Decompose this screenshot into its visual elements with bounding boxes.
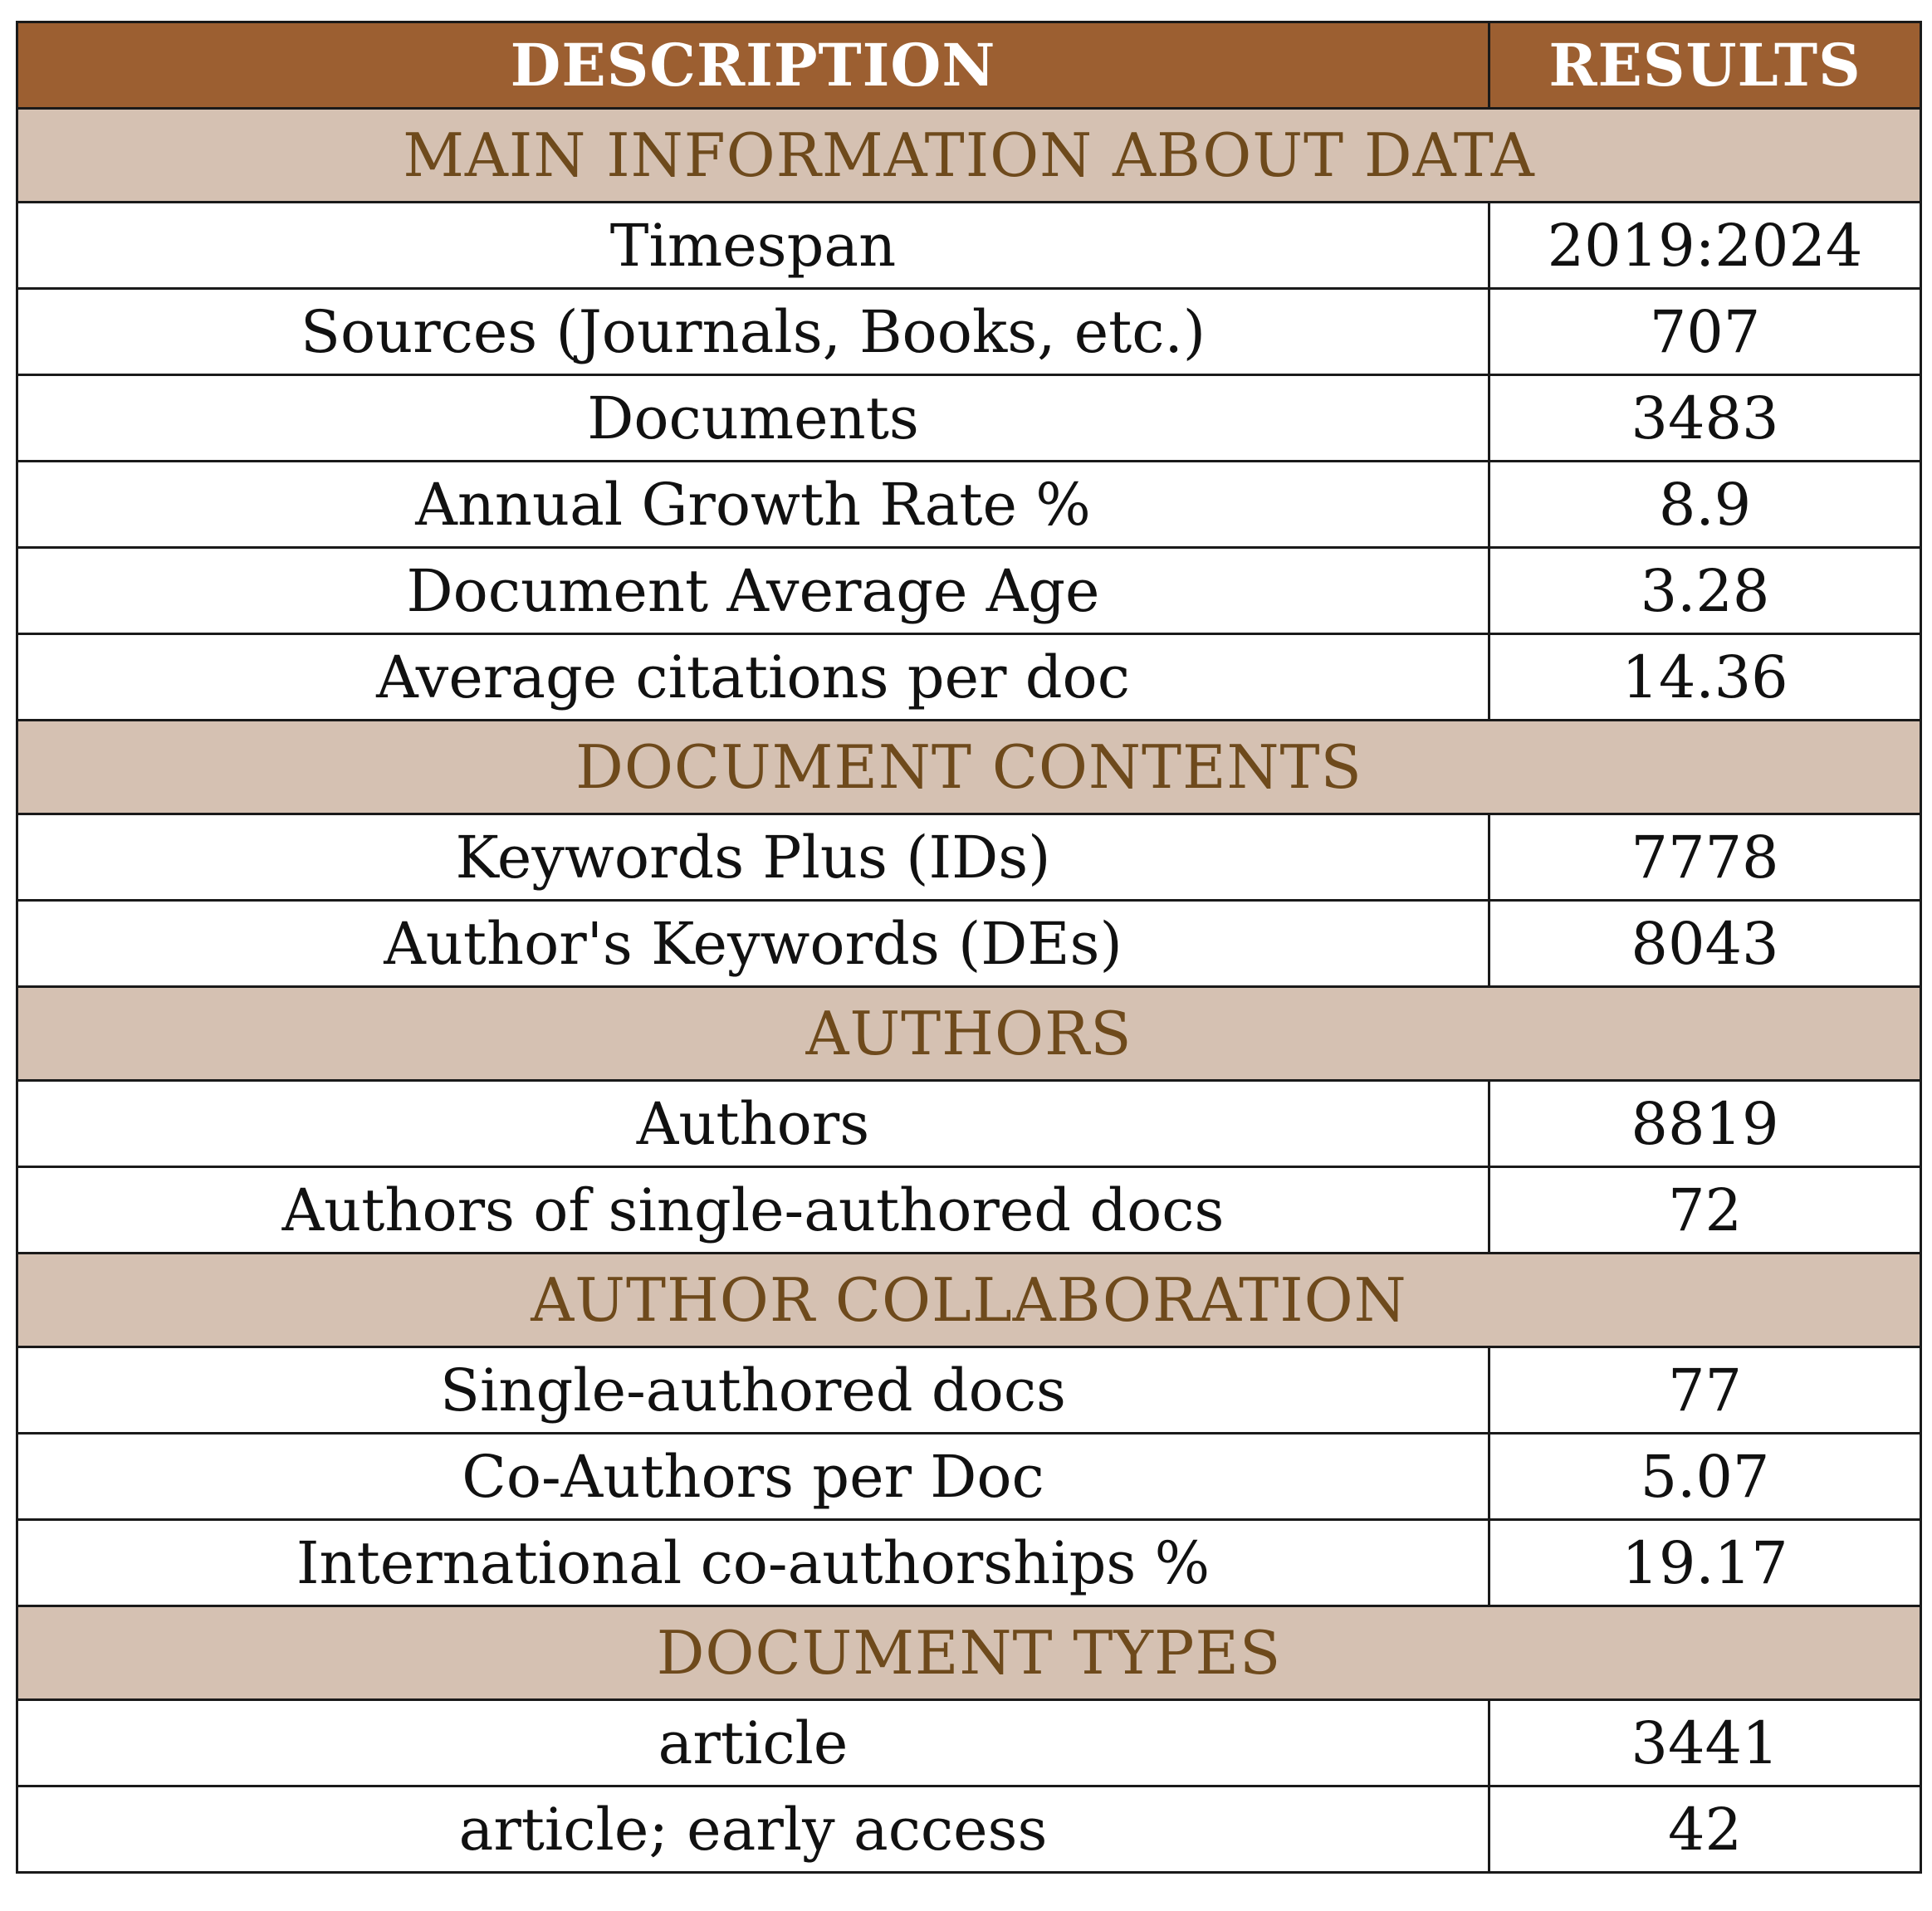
main-information-table [16,21,1922,1874]
result-cell: 8043 [1489,901,1921,987]
table-row [17,1434,1921,1520]
result-cell: 8819 [1489,1081,1921,1167]
table-row [17,375,1921,462]
section-header-row [17,987,1921,1081]
table-row [17,1167,1921,1254]
table-row [17,289,1921,375]
section-title: MAIN INFORMATION ABOUT DATA [17,109,1921,203]
header-row [17,22,1921,109]
description-cell: Keywords Plus (IDs) [17,814,1489,901]
table-row [17,1786,1921,1873]
description-cell: article; early access [17,1786,1489,1873]
result-cell: 3.28 [1489,548,1921,634]
table-row [17,1347,1921,1434]
description-cell: Document Average Age [17,548,1489,634]
result-cell: 7778 [1489,814,1921,901]
result-cell: 42 [1489,1786,1921,1873]
description-cell: Co-Authors per Doc [17,1434,1489,1520]
table-row [17,1081,1921,1167]
table-row [17,462,1921,548]
section-title: AUTHORS [17,987,1921,1081]
description-cell: Author's Keywords (DEs) [17,901,1489,987]
result-cell: 707 [1489,289,1921,375]
result-cell: 5.07 [1489,1434,1921,1520]
results-column-header: RESULTS [1489,22,1921,109]
result-cell: 2019:2024 [1489,203,1921,289]
result-cell: 14.36 [1489,634,1921,721]
description-cell: Authors of single-authored docs [17,1167,1489,1254]
table-row [17,901,1921,987]
result-cell: 8.9 [1489,462,1921,548]
table-row [17,814,1921,901]
description-cell: Single-authored docs [17,1347,1489,1434]
table-row [17,1520,1921,1606]
section-title: DOCUMENT CONTENTS [17,721,1921,814]
section-title: AUTHOR COLLABORATION [17,1254,1921,1347]
description-cell: Average citations per doc [17,634,1489,721]
section-header-row [17,1254,1921,1347]
description-cell: Authors [17,1081,1489,1167]
table-header [17,22,1921,109]
table-row [17,548,1921,634]
table-row [17,634,1921,721]
table-body [17,109,1921,1873]
table-row [17,203,1921,289]
description-cell: International co-authorships % [17,1520,1489,1606]
description-cell: article [17,1700,1489,1786]
result-cell: 72 [1489,1167,1921,1254]
section-header-row [17,721,1921,814]
table-row [17,1700,1921,1786]
section-header-row [17,109,1921,203]
result-cell: 3441 [1489,1700,1921,1786]
result-cell: 19.17 [1489,1520,1921,1606]
description-column-header: DESCRIPTION [17,22,1489,109]
description-cell: Documents [17,375,1489,462]
description-cell: Timespan [17,203,1489,289]
section-header-row [17,1606,1921,1700]
result-cell: 3483 [1489,375,1921,462]
result-cell: 77 [1489,1347,1921,1434]
section-title: DOCUMENT TYPES [17,1606,1921,1700]
description-cell: Annual Growth Rate % [17,462,1489,548]
description-cell: Sources (Journals, Books, etc.) [17,289,1489,375]
